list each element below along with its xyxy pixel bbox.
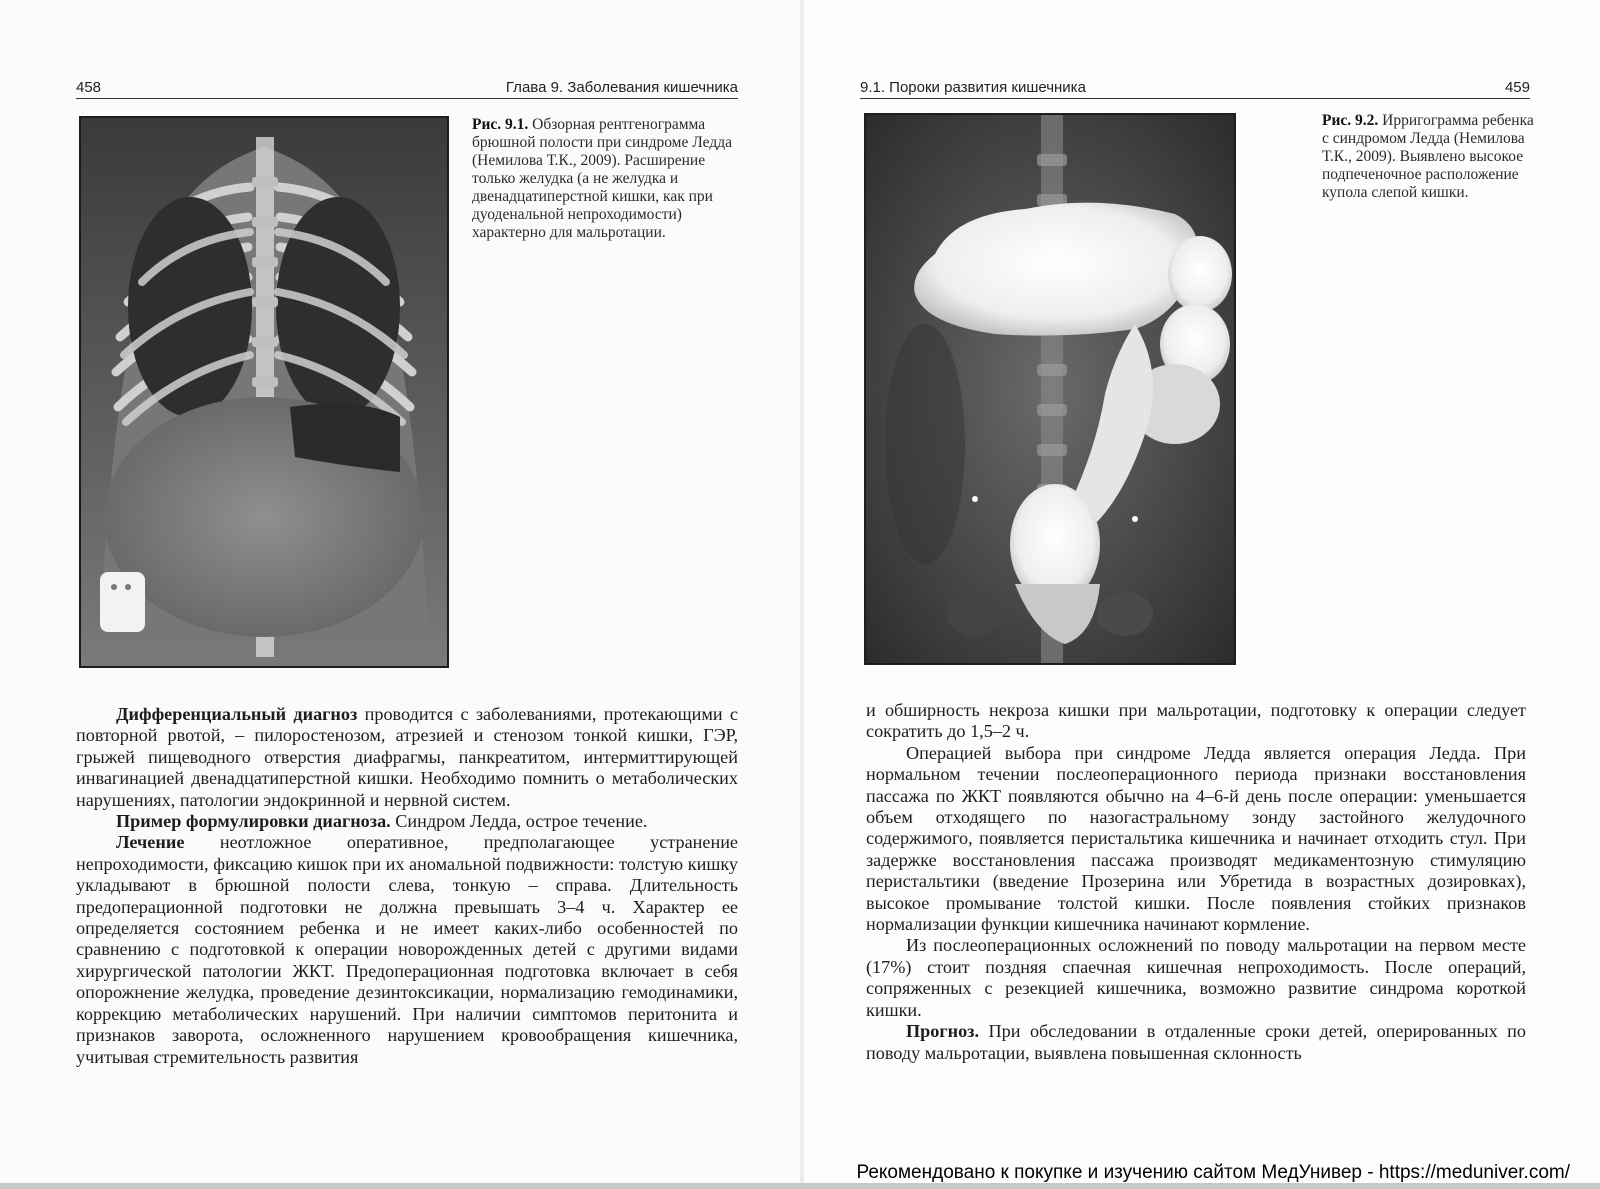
paragraph-diagnosis-example xyxy=(76,811,738,832)
right-page-body xyxy=(866,700,1526,1064)
paragraph-text: При обследовании в отдаленные сроки детей, оперированных по поводу мальротации, выявлена повышенная склонность xyxy=(866,1021,1526,1063)
figure-9-1-caption xyxy=(472,116,738,242)
paragraph-heading: Лечение xyxy=(116,832,185,853)
figure-9-1-xray-image xyxy=(79,116,449,668)
paragraph-heading: Прогноз. xyxy=(906,1021,980,1042)
figure-9-2-caption-text: Ирригограмма ребенка с синдромом Ледда (Немилова Т.К., 2009). Выявлено высокое подпеченочное расположение купола слепой кишки. xyxy=(1322,112,1534,201)
paragraph-continuation xyxy=(866,700,1526,743)
footer-recommendation: Рекомендовано к покупке и изучению сайтом МедУнивер - https://meduniver.com/ xyxy=(856,1162,1570,1183)
figure-9-1-caption-text: Обзорная рентгенограмма брюшной полости при синдроме Ледда (Немилова Т.К., 2009). Расширение только желудка (а не желудка и двенадцатиперстной кишки, как при дуоденальной непроходимости) характерно для мальротации. xyxy=(472,116,732,241)
left-running-head xyxy=(76,76,738,99)
figure-9-2-xray-image xyxy=(864,113,1236,665)
paragraph-text: неотложное оперативное, предполагающее устранение непроходимости, фиксацию кишок при их аномальной подвижности: толстую кишку укладывают в брюшной полости слева, тонкую – справа. Длительность предоперационной подготовки не должна превышать 3–4 ч. Характер ее определяется состоянием ребенка и не имеет каких-либо особенностей по сравнению с подготовкой к операции новорожденных детей с другими видами хирургической патологии ЖКТ. Предоперационная подготовка включает в себя опорожнение желудка, проведение дезинтоксикации, нормализацию гемодинамики, коррекцию метаболических нарушений. При наличии симптомов перитонита и признаков заворота, осложненного нарушением кровообращения кишечника, учитывая стремительность развития xyxy=(76,832,738,1067)
paragraph-treatment xyxy=(76,832,738,1067)
right-running-head xyxy=(860,76,1530,99)
right-page-number: 459 xyxy=(1504,79,1530,96)
figure-9-2-caption xyxy=(1322,112,1534,202)
figure-9-2-label: Рис. 9.2. xyxy=(1322,112,1379,129)
paragraph-text: проводится с заболеваниями, протекающими с повторной рвотой, – пилоростенозом, атрезией и стенозом тонкой кишки, ГЭР, грыжей пищеводного отверстия диафрагмы, панкреатитом, интермиттирующей инвагинацией двенадцатиперстной кишки. Необходимо помнить о метаболических нарушениях, патологии эндокринной и нервной систем. xyxy=(76,704,738,810)
figure-9-1-label: Рис. 9.1. xyxy=(472,116,529,133)
paragraph-text: и обширность некроза кишки при мальротации, подготовку к операции следует сократить до 1,5–2 ч. xyxy=(866,700,1526,742)
paragraph-ladd-operation xyxy=(866,743,1526,936)
scan-bottom-strip xyxy=(0,1183,1600,1189)
left-running-title: Глава 9. Заболевания кишечника xyxy=(505,79,738,96)
paragraph-heading: Дифференциальный диагноз xyxy=(116,704,358,724)
paragraph-text: Синдром Ледда, острое течение. xyxy=(390,811,648,832)
paragraph-prognosis xyxy=(866,1021,1526,1064)
paragraph-complications xyxy=(866,935,1526,1021)
left-page-number: 458 xyxy=(76,79,102,96)
paragraph-text: Операцией выбора при синдроме Ледда является операция Ледда. При нормальном течении послеоперационного периода признаки восстановления пассажа по ЖКТ появляются обычно на 4–6-й день после операции: уменьшается объем отходящего по назогастральному зонду застойного желудочного содержимого, появляется перистальтика кишечника и начинает отходить стул. При задержке восстановления пассажа производят медикаментозную стимуляцию перистальтики (введение Прозерина или Убретида в возрастных дозировках), высокое промывание толстой кишки. После появления стойких признаков нормализации функции кишечника начинают кормление. xyxy=(866,742,1526,935)
right-running-title: 9.1. Пороки развития кишечника xyxy=(860,79,1086,96)
paragraph-heading: Пример формулировки диагноза. xyxy=(116,811,391,832)
paragraph-differential-diagnosis xyxy=(76,704,738,811)
left-page-body xyxy=(76,704,738,1068)
paragraph-text: Из послеоперационных осложнений по поводу мальротации на первом месте (17%) стоит поздняя спаечная кишечная непроходимость. После операций, сопряженных с резекцией кишечника, возможно развитие синдрома короткой кишки. xyxy=(866,935,1526,1020)
